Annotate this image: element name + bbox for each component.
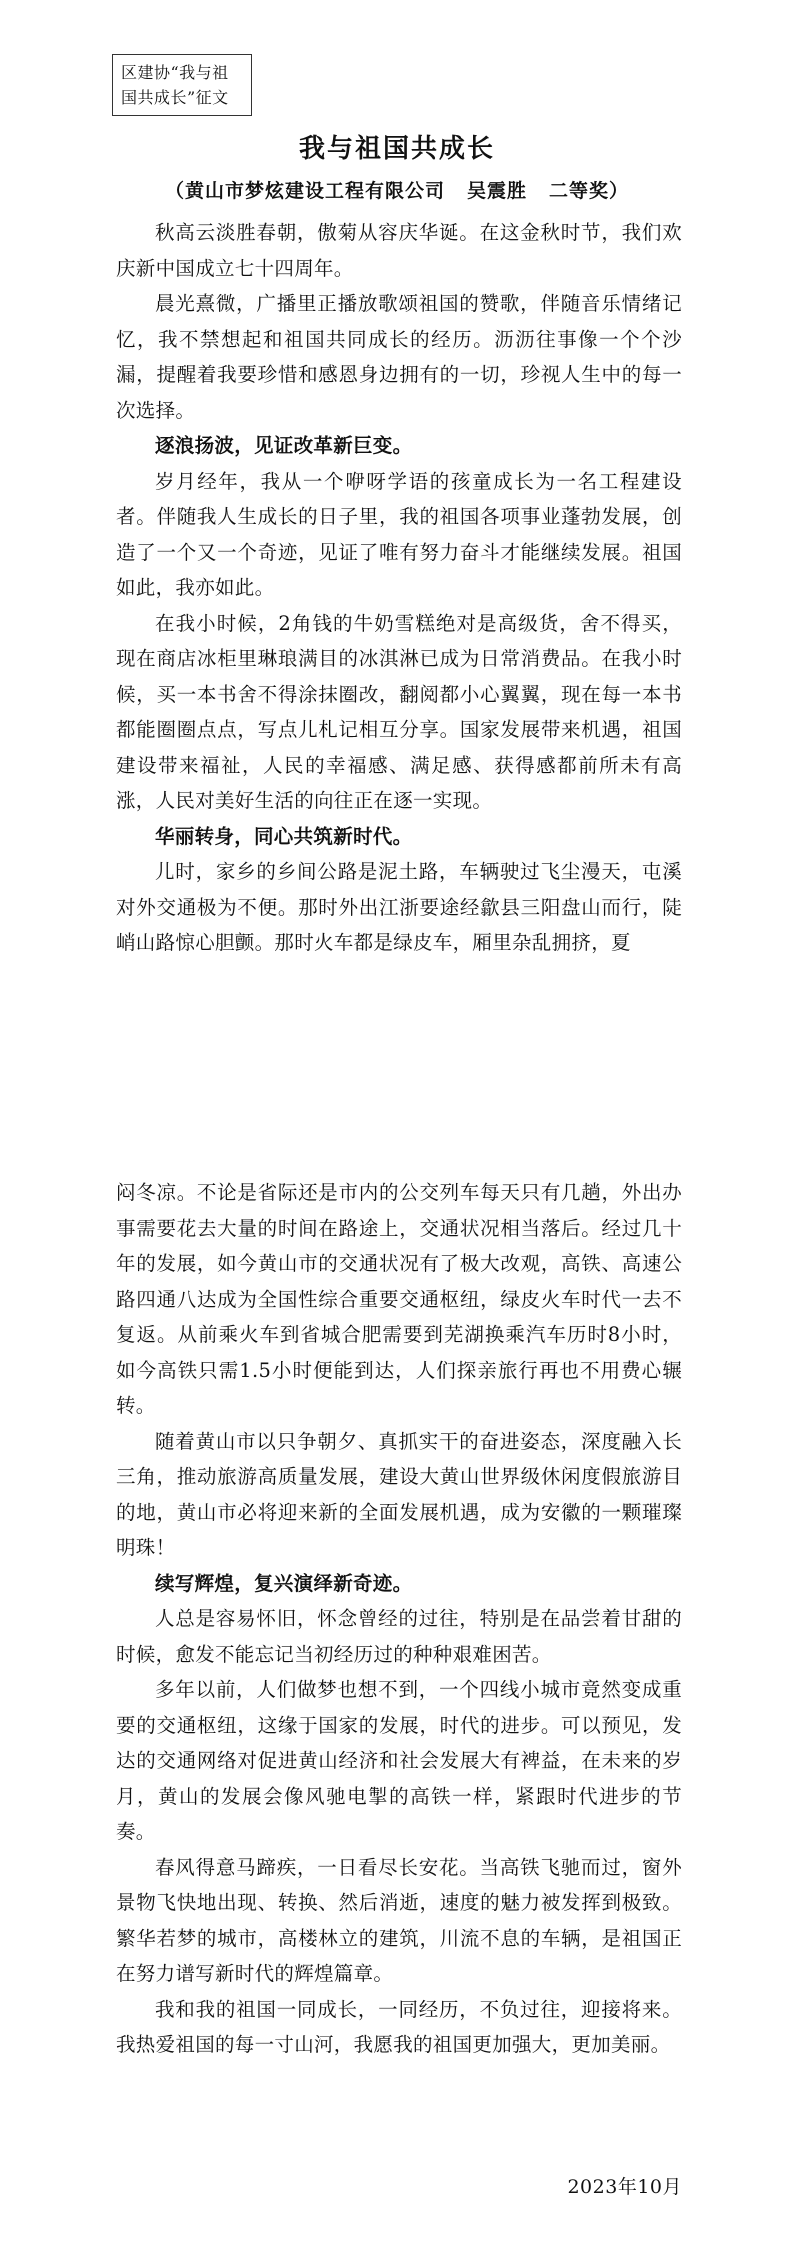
- essay-body-part-1: [116, 215, 682, 961]
- body-paragraph: 多年以前，人们做梦也想不到，一个四线小城市竟然变成重要的交通枢纽，这缘于国家的发展，时代的进步。可以预见，发达的交通网络对促进黄山经济和社会发展大有裨益，在未来的岁月，黄山的发展会像风驰电掣的高铁一样，紧跟时代进步的节奏。: [116, 1678, 682, 1843]
- essay-byline: [0, 176, 794, 203]
- body-paragraph: 岁月经年，我从一个咿呀学语的孩童成长为一名工程建设者。伴随我人生成长的日子里，我的祖国各项事业蓬勃发展，创造了一个又一个奇迹，见证了唯有努力奋斗才能继续发展。祖国如此，我亦如此。: [116, 469, 682, 599]
- body-paragraph: 儿时，家乡的乡间公路是泥土路，车辆驶过飞尘漫天，屯溪对外交通极为不便。那时外出江浙要途经歙县三阳盘山而行，陡峭山路惊心胆颤。那时火车都是绿皮车，厢里杂乱拥挤，夏: [116, 860, 682, 954]
- body-paragraph: 春风得意马蹄疾，一日看尽长安花。当高铁飞驰而过，窗外景物飞快地出现、转换、然后消逝，速度的魅力被发挥到极致。繁华若梦的城市，高楼林立的建筑，川流不息的车辆，是祖国正在努力谱写新时代的辉煌篇章。: [116, 1855, 682, 1985]
- body-paragraph: 秋高云淡胜春朝，傲菊从容庆华诞。在这金秋时节，我们欢庆新中国成立七十四周年。: [116, 221, 682, 280]
- body-paragraph: 在我小时候，2角钱的牛奶雪糕绝对是高级货，舍不得买，现在商店冰柜里琳琅满目的冰淇淋已成为日常消费品。在我小时候，买一本书舍不得涂抹圈改，翻阅都小心翼翼，现在每一本书都能圈圈点点，写点儿札记相互分享。国家发展带来机遇，祖国建设带来福祉，人民的幸福感、满足感、获得感都前所未有高涨，人民对美好生活的向往正在逐一实现。: [116, 611, 682, 812]
- essay-title: 我与祖国共成长: [298, 134, 495, 164]
- byline-company: （黄山市梦炫建设工程有限公司: [164, 180, 445, 202]
- essay-body-part-2: [116, 1175, 682, 2063]
- body-paragraph: 随着黄山市以只争朝夕、真抓实干的奋进姿态，深度融入长三角，推动旅游高质量发展，建设大黄山世界级休闲度假旅游目的地，黄山市必将迎来新的全面发展机遇，成为安徽的一颗璀璨明珠！: [116, 1429, 682, 1559]
- byline-author: 吴震胜: [466, 180, 527, 202]
- body-paragraph: 闷冬凉。不论是省际还是市内的公交列车每天只有几趟，外出办事需要花去大量的时间在路途上，交通状况相当落后。经过几十年的发展，如今黄山市的交通状况有了极大改观，高铁、高速公路四通八达成为全国性综合重要交通枢纽，绿皮火车时代一去不复返。从前乘火车到省城合肥需要到芜湖换乘汽车历时8小时，如今高铁只需1.5小时便能到达，人们探亲旅行再也不用费心辗转。: [116, 1181, 682, 1417]
- essay-date: 2023年10月: [567, 2176, 682, 2198]
- body-paragraph: 人总是容易怀旧，怀念曾经的过往，特别是在品尝着甘甜的时候，愈发不能忘记当初经历过的种种艰难困苦。: [116, 1607, 682, 1666]
- section-heading: 续写辉煌，复兴演绎新奇迹。: [155, 1571, 413, 1595]
- byline-award: 二等奖）: [549, 180, 630, 202]
- body-paragraph: 晨光熹微，广播里正播放歌颂祖国的赞歌，伴随音乐情绪记忆，我不禁想起和祖国共同成长的经历。沥沥往事像一个个沙漏，提醒着我要珍惜和感恩身边拥有的一切，珍视人生中的每一次选择。: [116, 292, 682, 422]
- section-heading: 逐浪扬波，见证改革新巨变。: [155, 434, 413, 457]
- essay-category-line-1: 区建协“我与祖: [121, 63, 229, 82]
- section-heading: 华丽转身，同心共筑新时代。: [155, 824, 413, 848]
- essay-category-line-2: 国共成长”征文: [121, 88, 229, 107]
- body-paragraph: 我和我的祖国一同成长，一同经历，不负过往，迎接将来。我热爱祖国的每一寸山河，我愿我的祖国更加强大，更加美丽。: [116, 1997, 682, 2056]
- essay-category-box: [112, 54, 252, 116]
